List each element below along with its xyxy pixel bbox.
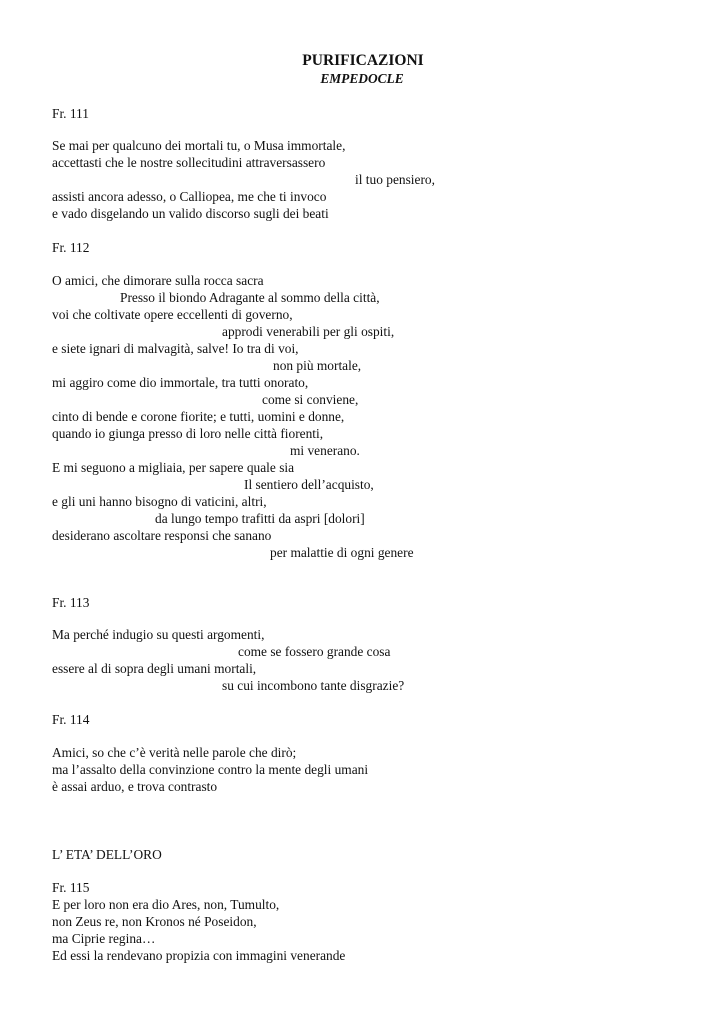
verse-line: E mi seguono a migliaia, per sapere quale sia	[52, 460, 295, 475]
verse-line: quando io giunga presso di loro nelle città fiorenti,	[52, 426, 324, 441]
verse-line: e siete ignari di malvagità, salve! Io tra di voi,	[52, 341, 299, 356]
verse-line: Il sentiero dell’acquisto,	[244, 477, 374, 492]
section-heading: L’ ETA’ DELL’ORO	[52, 847, 162, 862]
verse-line: voi che coltivate opere eccellenti di governo,	[52, 307, 293, 322]
verse-line: approdi venerabili per gli ospiti,	[222, 324, 395, 339]
verse-line: mi venerano.	[290, 443, 360, 458]
fragment-label: Fr. 113	[52, 595, 90, 610]
verse-line: cinto di bende e corone fiorite; e tutti, uomini e donne,	[52, 409, 345, 424]
verse-line: ma l’assalto della convinzione contro la mente degli umani	[52, 762, 369, 777]
verse-line: essere al di sopra degli umani mortali,	[52, 661, 257, 676]
verse-line: assisti ancora adesso, o Calliopea, me che ti invoco	[52, 189, 327, 204]
document-title: PURIFICAZIONI	[302, 52, 424, 69]
verse-line: e gli uni hanno bisogno di vaticini, altri,	[52, 494, 267, 509]
fragment-label: Fr. 111	[52, 106, 89, 121]
verse-line: è assai arduo, e trova contrasto	[52, 779, 218, 794]
fragment-label: Fr. 115	[52, 880, 90, 895]
verse-line: e vado disgelando un valido discorso sugli dei beati	[52, 206, 329, 221]
verse-line: non Zeus re, non Kronos né Poseidon,	[52, 914, 257, 929]
verse-line: Amici, so che c’è verità nelle parole che dirò;	[52, 745, 297, 760]
verse-line: accettasti che le nostre sollecitudini attraversassero	[52, 155, 326, 170]
verse-line: come se fossero grande cosa	[238, 644, 391, 659]
verse-line: mi aggiro come dio immortale, tra tutti onorato,	[52, 375, 309, 390]
verse-line: O amici, che dimorare sulla rocca sacra	[52, 273, 264, 288]
document-subtitle: EMPEDOCLE	[320, 71, 404, 86]
verse-line: per malattie di ogni genere	[270, 545, 414, 560]
verse-line: da lungo tempo trafitti da aspri [dolori]	[155, 511, 365, 526]
verse-line: desiderano ascoltare responsi che sanano	[52, 528, 272, 543]
verse-line: su cui incombono tante disgrazie?	[222, 678, 405, 693]
verse-line: come si conviene,	[262, 392, 359, 407]
verse-line: Presso il biondo Adragante al sommo della città,	[120, 290, 380, 305]
fragment-label: Fr. 112	[52, 240, 90, 255]
verse-line: non più mortale,	[273, 358, 362, 373]
verse-line: ma Ciprie regina…	[52, 931, 156, 946]
verse-line: Ed essi la rendevano propizia con immagini venerande	[52, 948, 346, 963]
verse-line: il tuo pensiero,	[355, 172, 435, 187]
fragment-label: Fr. 114	[52, 712, 90, 727]
verse-line: Se mai per qualcuno dei mortali tu, o Musa immortale,	[52, 138, 346, 153]
verse-line: E per loro non era dio Ares, non, Tumulto,	[52, 897, 280, 912]
verse-line: Ma perché indugio su questi argomenti,	[52, 627, 265, 642]
